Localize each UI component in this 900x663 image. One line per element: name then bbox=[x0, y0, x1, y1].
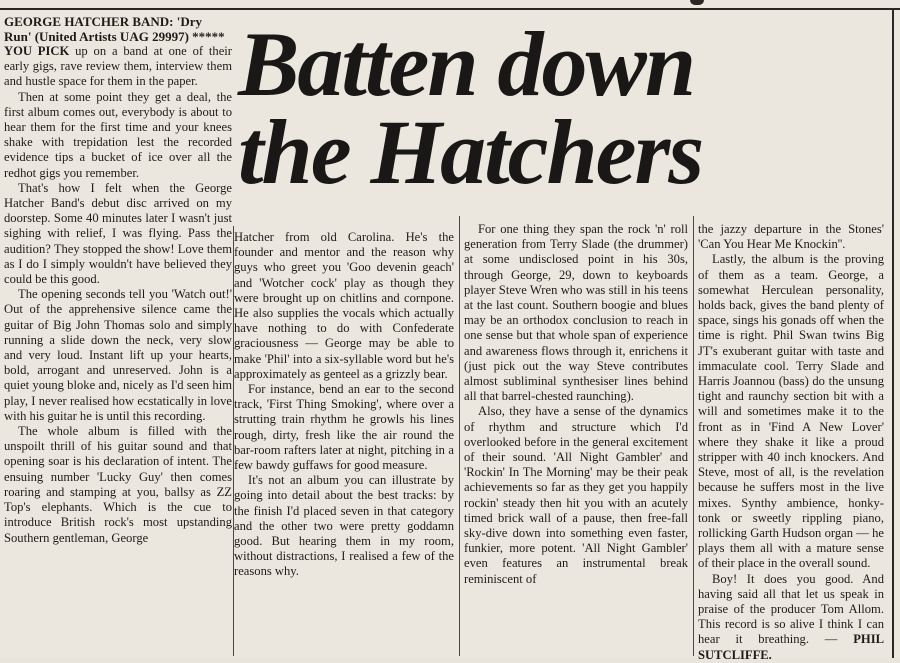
album-title: 'Dry Run' (United Artists UAG 29997) ***** bbox=[4, 14, 225, 44]
top-edge-mark bbox=[690, 0, 704, 5]
paragraph: Hatcher from old Carolina. He's the founder and mentor and the reason why guys who greet you 'Goo devenin geach' and 'Wotcher cock' play as though they were brought up on chitlins and cornpone. He also supplies the vocals which actually have nothing to do with Confederate graciousness — George may be able to make 'Phil' into a six-syllable word but he's approximately as genteel as a grizzly bear. bbox=[234, 230, 454, 381]
paragraph: For one thing they span the rock 'n' roll generation from Terry Slade (the drummer) at some undisclosed point in his 30s, through George, 29, down to keyboards player Steve Wren who was still in his teens at the last count. Southern boogie and blues may be an orthodox conclusion to reach in one sense but that whole span of experience and awareness flows through it, enrichens it (just pick out the way Steve contributes almost subliminal synthesiser lines behind all that barrel-chested raunching). bbox=[464, 222, 688, 404]
column-divider bbox=[459, 216, 460, 656]
paragraph: Lastly, the album is the proving of them as a team. George, a somewhat Herculean personality, holds back, gives the band plenty of space, sings his gonads off when the time is right. Phil Swan twins Big JT's exuberant guitar with taste and immaculate cool. Terry Slade and Harris Joannou (bass) do the unsung tight and raunchy section bit with a will and sometimes make it to the front as in 'Find A New Lover' where they shake it like a proud stripper with 40 inch knockers. And Steve, most of all, is the revelation because he suffers most in the live mixes. Synthy ambience, honky-tonk or sweetly rippling piano, rollicking Garth Hudson organ — he plays them all with a mature sense of their place in the overall sound. bbox=[698, 252, 884, 571]
paragraph: That's how I felt when the George Hatcher Band's debut disc arrived on my doorstep. Some 40 minutes later I wasn't just sighing with relief, I was flying. Pass the audition? They stopped the show! Love them as I do I simply wouldn't have believed they could be this good. bbox=[4, 180, 232, 287]
paragraph: For instance, bend an ear to the second track, 'First Thing Smoking', where over a strutting train rhythm he growls his lines rough, dirty, fresh like the air round the bar-room rafters later at night, pitching in a few bawdy guffaws for good measure. bbox=[234, 382, 454, 473]
article-column-3 bbox=[464, 222, 688, 587]
paragraph: Also, they have a sense of the dynamics of rhythm and structure which I'd overlooked before in the general excitement of their sound. 'All Night Gambler' and 'Rockin' In The Morning' may be their peak achievements so far as they get you happily rockin' steady then hit you with an acutely timed brick wall of a pause, then free-fall sky-dive down into something even faster, funkier, more potent. 'All Night Gambler' even features an instrumental break reminiscent of bbox=[464, 404, 688, 586]
right-rule bbox=[892, 8, 894, 658]
paragraph-text: up on a band at one of their early gigs, rave review them, interview them and hustle space for them in the paper. bbox=[4, 44, 232, 89]
paragraph: The opening seconds tell you 'Watch out!' Out of the apprehensive silence came the guitar of Big John Thomas solo and simply running a slide down the neck, very slow and very loud. Instant lift up your hearts, bold, arrogant and unreserved. John is a quiet young bloke and, nicely as I'd seen him play, I never realised how ecstatically in love with his guitar he is until this recording. bbox=[4, 287, 232, 423]
top-rule bbox=[0, 8, 900, 10]
paragraph: Then at some point they get a deal, the first album comes out, everybody is about to hear them for the first time and your knees shake with trepidation lest the recorded evidence tips a bucket of ice over all the redhot gigs you remember. bbox=[4, 89, 232, 180]
review-heading bbox=[4, 14, 232, 44]
byline: PHIL SUTCLIFFE. bbox=[698, 632, 884, 662]
article-column-4 bbox=[698, 222, 884, 663]
paragraph: the jazzy departure in the Stones' 'Can You Hear Me Knockin''. bbox=[698, 222, 884, 252]
paragraph bbox=[4, 44, 232, 90]
paragraph bbox=[698, 572, 884, 663]
paragraph: The whole album is filled with the unspoilt thrill of his guitar sound and that opening soar is his declaration of intent. The ensuing number 'Lucky Guy' then comes roaring and stamping at you, ballsy as ZZ Top's elephants. Which is the cue to introduce British rock's most upstanding Southern gentleman, George bbox=[4, 424, 232, 545]
dropcaps-lead: YOU PICK bbox=[4, 44, 70, 58]
headline-line-1: Batten down bbox=[238, 13, 695, 115]
paragraph-text: Boy! It does you good. And having said all that let us speak in praise of the producer Tom Allom. This record is so alive I think I can hear it breathing. — bbox=[698, 571, 884, 647]
band-name: GEORGE HATCHER BAND: bbox=[4, 14, 174, 29]
headline-line-2: the Hatchers bbox=[238, 101, 703, 203]
paragraph: It's not an album you can illustrate by going into detail about the best tracks: by the finish I'd placed seven in that category and the other two were pretty goddamn good. But hearing them in my room, without distractions, I realised a few of the reasons why. bbox=[234, 473, 454, 579]
article-column-2 bbox=[234, 230, 454, 580]
column-divider bbox=[693, 216, 694, 656]
article-column-1 bbox=[4, 14, 232, 546]
headline bbox=[238, 13, 888, 203]
